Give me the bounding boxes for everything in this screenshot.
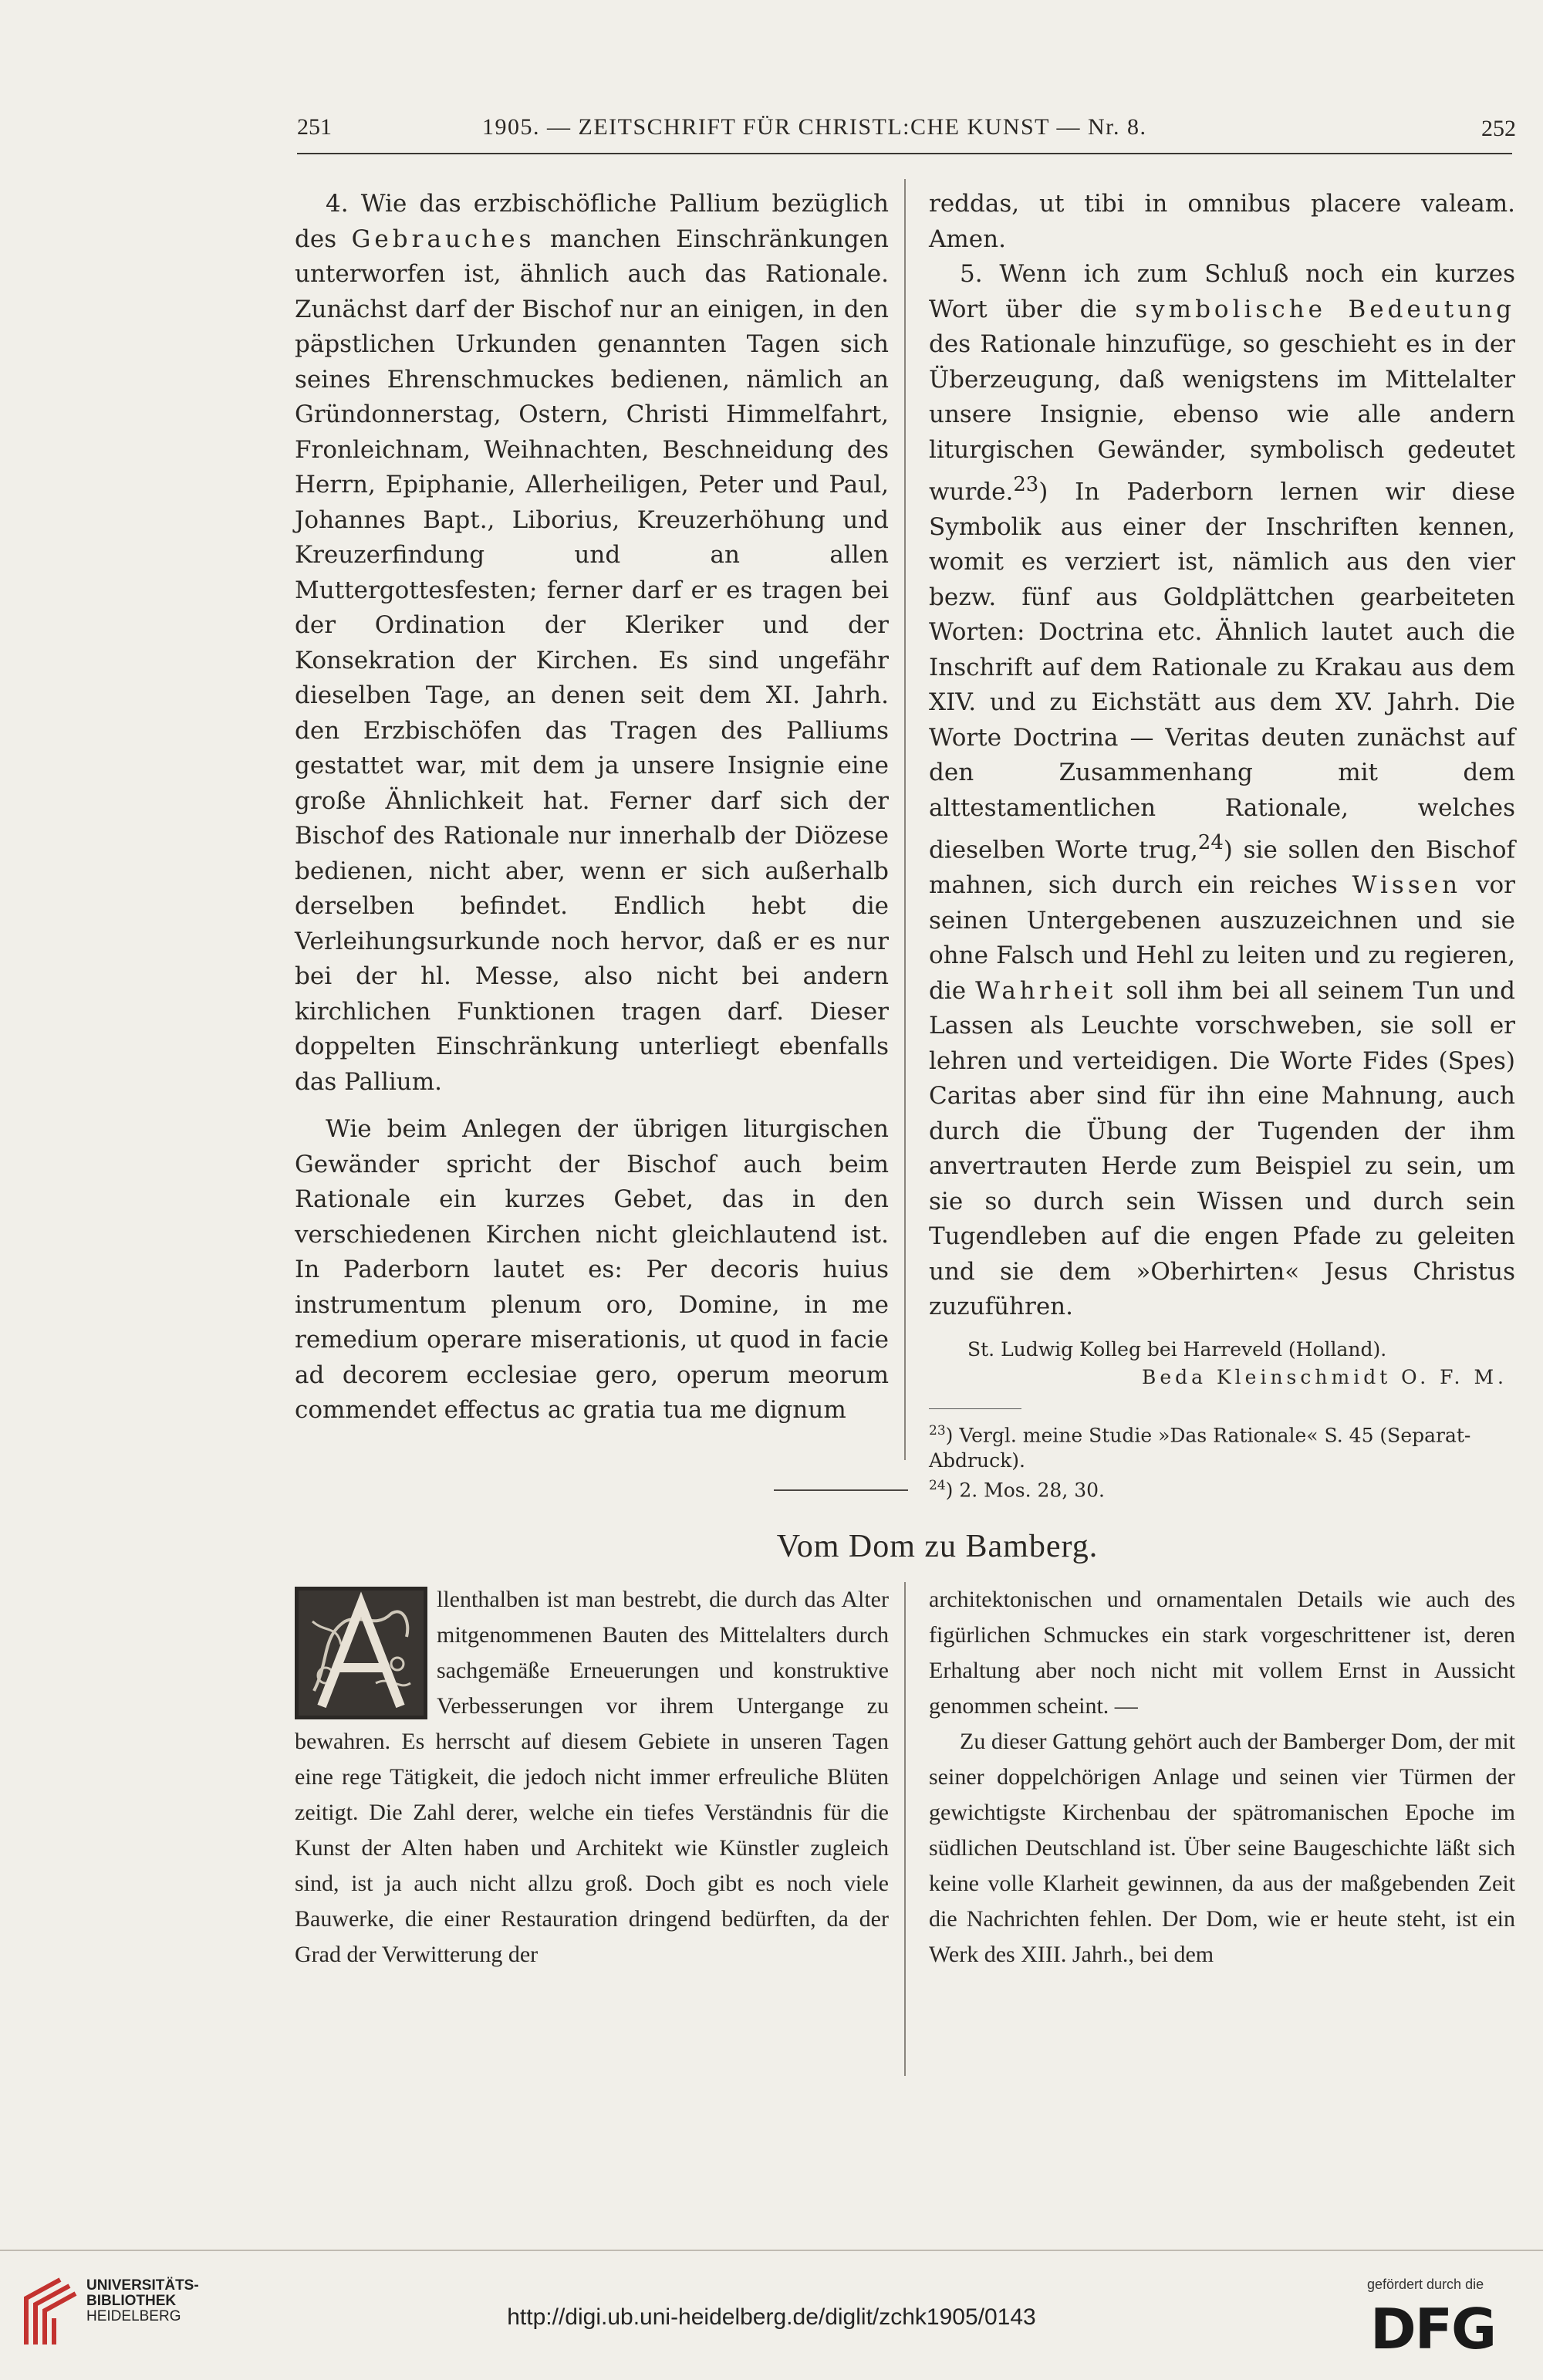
footer-rule (0, 2250, 1543, 2251)
signoff-place: St. Ludwig Kolleg bei Harreveld (Holland). (967, 1337, 1387, 1361)
paragraph-4: 4. Wie das erzbischöfliche Pallium bezüglich des Gebrauches manchen Einschränkungen unterworfen ist, ähnlich auch das Rationale. Zunächst darf der Bischof nur an einigen, in den päpstlichen Urkunden genannten Tagen sich seines Ehrenschmuckes bedienen, nämlich an Gründonnerstag, Ostern, Christi Himmelfahrt, Fronleichnam, Weihnachten, Beschneidung des Herrn, Epiphanie, Allerheiligen, Peter und Paul, Johannes Bapt., Liborius, Kreuzerhöhung und Kreuzerfindung und an allen Muttergottesfesten; ferner darf er es tragen bei der Ordination der Kleriker und der Konsekration der Kirchen. Es sind ungefähr dieselben Tage, an denen seit dem XI. Jahrh. den Erzbischöfen das Tragen des Palliums gestattet war, mit dem ja unsere Insignie eine große Ähnlichkeit hat. Ferner darf sich der Bischof des Rationale nur innerhalb der Diözese bedienen, nicht aber, wenn er sich außerhalb derselben befindet. Endlich hebt die Verleihungsurkunde noch hervor, daß er es nur bei der hl. Messe, also nicht bei andern kirchlichen Funktionen tragen darf. Dieser doppelten Einschränkung unterliegt ebenfalls das Pallium. (295, 190, 889, 1096)
article-paragraph-continued: architektonischen und ornamentalen Details wie auch des figürlichen Schmuckes ein stark vorgeschrittener ist, deren Erhaltung aber noch nicht mit vollem Ernst in Aussicht genommen scheint. — (929, 1587, 1515, 1719)
footnote-rule (929, 1408, 1021, 1409)
page-number-left: 251 (297, 114, 332, 140)
section-separator (774, 1489, 908, 1491)
article-paragraph-2: Zu dieser Gattung gehört auch der Bamberger Dom, der mit seiner doppelchörigen Anlage und seinen vier Türmen der gewichtigste Kirchenbau der spätromanischen Epoche im südlichen Deutschland ist. Über seine Baugeschichte läßt sich keine volle Klarheit gewinnen, da aus der maßgebenden Zeit die Nachrichten fehlen. Der Dom, wie er heute steht, ist ein Werk des XIII. Jahrh., bei dem (929, 1729, 1515, 1967)
ornament-icon (299, 1591, 424, 1716)
column-divider-top (904, 179, 906, 1460)
signoff-author: Beda Kleinschmidt O. F. M. (1141, 1365, 1508, 1388)
paragraph-continued: reddas, ut tibi in omnibus placere valeam. Amen. (929, 190, 1515, 253)
footnote-24: $^{24}$) 2. Mos. 28, 30. (929, 1477, 1105, 1502)
footnote-ref: 24 (1197, 831, 1224, 855)
funding-label: gefördert durch die (1367, 2277, 1484, 2292)
paragraph-prayer: Wie beim Anlegen der übrigen liturgischen Gewänder spricht der Bischof auch beim Rationale ein kurzes Gebet, das in den verschiedenen Kirchen nicht gleichlautend ist. In Paderborn lautet es: Per decoris huius instrumentum plenum oro, Domine, in me remedium operare miserationis, ut quod in facie ad decorem ecclesiae gero, operum meorum commendet effectus ac gratia tua me dignum (295, 1115, 889, 1424)
page-number-right: 252 (1481, 116, 1516, 141)
source-url[interactable]: http://digi.ub.uni-heidelberg.de/diglit/zchk1905/0143 (507, 2304, 1036, 2330)
library-name: UNIVERSITÄTS- BIBLIOTHEK HEIDELBERG (86, 2277, 199, 2324)
paragraph-5: 5. Wenn ich zum Schluß noch ein kurzes Wort über die symbolische Bedeutung des Rationale hinzufüge, so geschieht es in der Überzeugung, daß wenigstens im Mittelalter unsere Insignie, ebenso wie alle andern liturgischen Gewänder, symbolisch gedeutet wurde.$^{23}$) In Paderborn lernen wir diese Symbolik aus einer der Inschriften kennen, womit es verziert ist, nämlich aus den vier bezw. fünf aus Goldplättchen gearbeiteten Worten: Doctrina etc. Ähnlich lautet auch die Inschrift auf dem Rationale zu Krakau aus dem XIV. und zu Eichstätt aus dem XV. Jahrh. Die Worte Doctrina — Veritas deuten zunächst auf den Zusammenhang mit dem alttestamentlichen Rationale, welches dieselben Worte trug,$^{24}$) sie sollen den Bischof mahnen, sich durch ein reiches Wissen vor seinen Untergebenen auszuzeichnen und sie ohne Falsch und Hehl zu leiten und zu regieren, die Wahrheit soll ihm bei all seinem Tun und Lassen als Leuchte vorschweben, sie soll er lehren und verteidigen. Die Worte Fides (Spes) Caritas aber sind für ihn eine Mahnung, auch durch die Übung der Tugenden der ihm anvertrauten Herde zum Beispiel zu sein, um sie so durch sein Wissen und durch sein Tugendleben auf die engen Pfade zu geleiten und sie dem »Oberhirten« Jesus Christus zuzuführen. (929, 260, 1515, 1321)
article-column-left (295, 1582, 889, 1973)
footnote-ref: 23 (1013, 473, 1039, 496)
dfg-logo: DFG (1370, 2297, 1496, 2361)
journal-title: 1905. — ZEITSCHRIFT FÜR CHRISTL:CHE KUNST — Nr. 8. (482, 114, 1147, 140)
signoff (929, 1336, 1515, 1391)
header-rule (297, 153, 1512, 154)
article-column-right (929, 1582, 1515, 1973)
section1-column-right (929, 187, 1515, 1503)
article-paragraph-1: llenthalben ist man bestrebt, die durch das Alter mitgenommenen Bauten des Mittelalters durch sachgemäße Erneuerungen und konstruktive Verbesserungen vor ihrem Untergange zu bewahren. Es herrscht auf diesem Gebiete in unseren Tagen eine rege Tätigkeit, die jedoch nicht immer erfreuliche Blüten zeitigt. Die Zahl derer, welche ein tiefes Verständnis für die Kunst der Alten haben und Architekt wie Künstler zugleich sind, ist ja auch nicht allzu groß. Doch gibt es noch viele Bauwerke, die einer Restauration dringend bedürften, da der Grad der Verwitterung der (295, 1587, 889, 1967)
footnote-23: $^{23}$) Vergl. meine Studie »Das Rationale« S. 45 (Separat-Abdruck). (929, 1422, 1471, 1472)
running-header (297, 108, 1516, 147)
section1-column-left (295, 187, 889, 1428)
article-title: Vom Dom zu Bamberg. (776, 1529, 1099, 1564)
spaced-word: Gebrauches (351, 225, 535, 253)
column-divider-bottom (904, 1582, 906, 2076)
decorated-initial (295, 1587, 427, 1719)
